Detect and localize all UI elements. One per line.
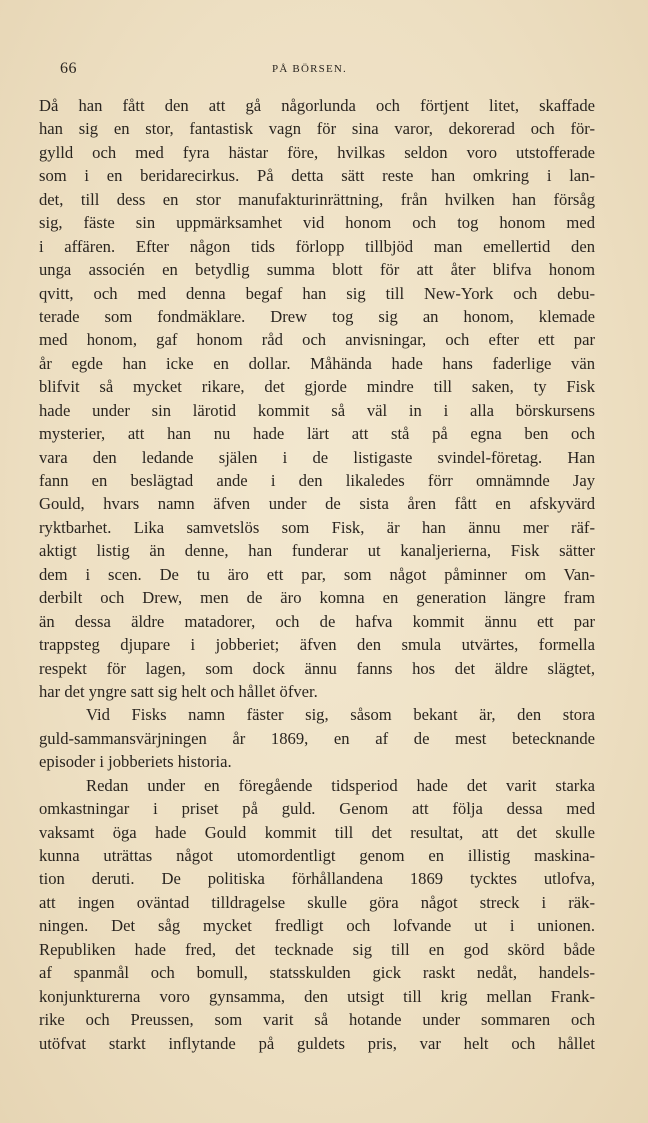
text-line: har det yngre satt sig helt och hållet öfver.	[39, 681, 318, 701]
text-line: mysterier, att han nu hade lärt att stå på egna ben och	[39, 424, 595, 444]
text-line: år egde han icke en dollar. Måhända hade hans faderlige vän	[39, 353, 595, 373]
text-line: trappsteg djupare i jobberiet; äfven den smula utvärtes, formella	[39, 635, 595, 655]
text-line: gylld och med fyra hästar före, hvilkas seldon voro utstofferade	[39, 142, 595, 162]
text-line: Redan under en föregående tidsperiod hade det varit starka	[86, 775, 595, 795]
page-number: 66	[60, 60, 77, 77]
text-line: rike och Preussen, som varit så hotande under sommaren och	[39, 1010, 595, 1030]
text-line: hade under sin lärotid kommit så väl in i alla börskursens	[39, 400, 595, 420]
text-line: utöfvat starkt inflytande på guldets pris, var helt och hållet	[39, 1033, 595, 1053]
text-line: det, till dess en stor manufakturinrättning, från hvilken han försåg	[39, 189, 595, 209]
text-line: af spanmål och bomull, statsskulden gick raskt nedåt, handels-	[39, 963, 595, 983]
text-line: blifvit så mycket rikare, det gjorde mindre till saken, ty Fisk	[39, 377, 595, 397]
text-line: att ingen oväntad tilldragelse skulle göra något streck i räk-	[39, 892, 595, 912]
text-line: konjunkturerna voro gynsamma, den utsigt till krig mellan Frank-	[39, 986, 595, 1006]
text-line: terade som fondmäklare. Drew tog sig an honom, klemade	[39, 306, 595, 326]
text-line: guld-sammansvärjningen år 1869, en af de mest betecknande	[39, 728, 595, 748]
text-line: respekt för lagen, som dock ännu fanns hos det äldre slägtet,	[39, 658, 595, 678]
text-line: derbilt och Drew, men de äro komna en generation längre fram	[39, 588, 595, 608]
text-line: fann en beslägtad ande i den likaledes förr omnämnde Jay	[39, 471, 595, 490]
text-line: sig, fäste sin uppmärksamhet vid honom och tog honom med	[39, 213, 595, 233]
text-line: än dessa äldre matadorer, och de hafva kommit ännu ett par	[39, 611, 595, 631]
text-line: Vid Fisks namn fäster sig, såsom bekant är, den stora	[86, 705, 595, 725]
text-line: qvitt, och med denna begaf han sig till New-York och debu-	[39, 283, 595, 303]
text-line: unga associén en betydlig summa blott för att åter blifva honom	[39, 260, 595, 280]
text-line: Då han fått den att gå någorlunda och förtjent litet, skaffade	[39, 96, 595, 115]
text-line: dem i scen. De tu äro ett par, som något påminner om Van-	[39, 564, 595, 584]
running-head	[60, 60, 594, 82]
body-text	[39, 94, 595, 1055]
text-line: kunna uträttas något utomordentligt genom en illistig maskina-	[39, 846, 595, 865]
text-line: han sig en stor, fantastisk vagn för sina varor, dekorerad och för-	[39, 119, 595, 139]
text-line: som i en beridarecirkus. På detta sätt reste han omkring i lan-	[39, 166, 595, 186]
text-line: episoder i jobberiets historia.	[39, 752, 232, 772]
text-line: vara den ledande själen i de listigaste svindel-företag. Han	[39, 447, 595, 467]
text-line: ryktbarhet. Lika samvetslös som Fisk, är han ännu mer räf-	[39, 517, 595, 537]
text-line: Gould, hvars namn äfven under de sista åren fått en afskyvärd	[39, 494, 595, 514]
running-title: PÅ BÖRSEN.	[272, 63, 347, 75]
text-line: med honom, gaf honom råd och anvisningar, och efter ett par	[39, 330, 595, 350]
text-line: i affären. Efter någon tids förlopp tillbjöd man emellertid den	[39, 236, 595, 256]
text-line: aktigt listig än denne, han funderar ut kanaljerierna, Fisk sätter	[39, 541, 595, 561]
text-line: omkastningar i priset på guld. Genom att följa dessa med	[39, 799, 595, 819]
text-line: Republiken hade fred, det tecknade sig till en god skörd både	[39, 939, 595, 959]
text-line: vaksamt öga hade Gould kommit till det resultat, att det skulle	[39, 822, 595, 842]
text-line: tion deruti. De politiska förhållandena 1869 tycktes utlofva,	[39, 869, 595, 889]
text-line: ningen. Det såg mycket fredligt och lofvande ut i unionen.	[39, 916, 595, 936]
